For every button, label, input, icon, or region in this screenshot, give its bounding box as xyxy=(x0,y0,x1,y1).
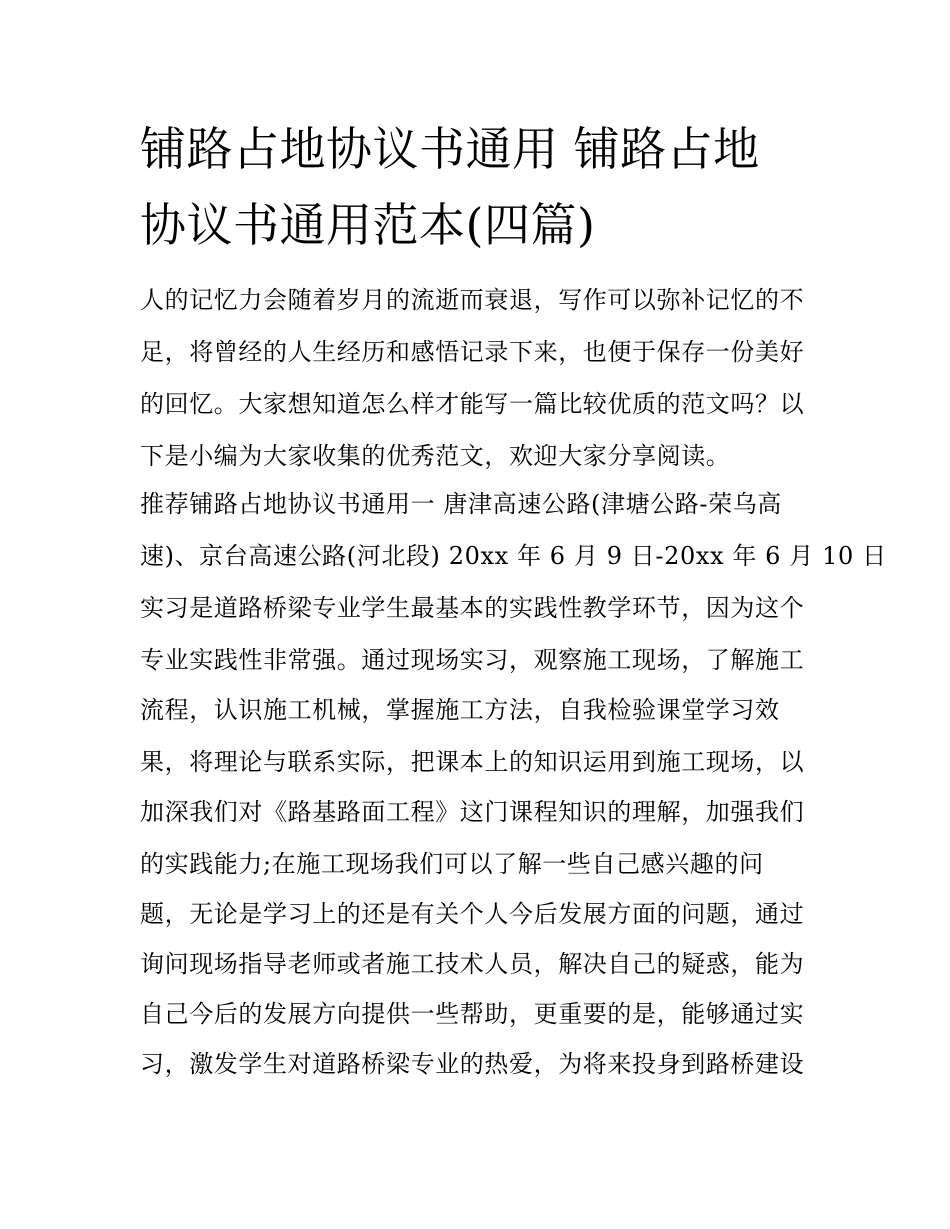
body-line-5: 推荐铺路占地协议书通用一 唐津高速公路(津塘公路-荣乌高 xyxy=(140,490,782,518)
body-line-2: 足，将曾经的人生经历和感悟记录下来，也便于保存一份美好 xyxy=(140,338,805,366)
body-line-9: 流程，认识施工机械，掌握施工方法，自我检验课堂学习效 xyxy=(140,696,780,724)
body-line-4: 下是小编为大家收集的优秀范文，欢迎大家分享阅读。 xyxy=(140,442,731,470)
body-line-12: 的实践能力;在施工现场我们可以了解一些自己感兴趣的问 xyxy=(140,850,764,878)
body-line-7: 实习是道路桥梁专业学生最基本的实践性教学环节，因为这个 xyxy=(140,594,805,622)
body-line-10: 果，将理论与联系实际，把课本上的知识运用到施工现场，以 xyxy=(140,748,805,776)
document-title-line-1: 铺路占地协议书通用 铺路占地 xyxy=(140,122,760,176)
body-line-6: 速)、京台高速公路(河北段) 20xx 年 6 月 9 日-20xx 年 6 月 10 日 xyxy=(140,542,887,570)
body-line-15: 自己今后的发展方向提供一些帮助，更重要的是，能够通过实 xyxy=(140,1000,805,1028)
body-line-13: 题，无论是学习上的还是有关个人今后发展方面的问题，通过 xyxy=(140,900,805,928)
body-line-3: 的回忆。大家想知道怎么样才能写一篇比较优质的范文吗？以 xyxy=(140,390,805,418)
body-line-8: 专业实践性非常强。通过现场实习，观察施工现场，了解施工 xyxy=(140,646,805,674)
body-line-14: 询问现场指导老师或者施工技术人员，解决自己的疑惑，能为 xyxy=(140,950,805,978)
body-line-11: 加深我们对《路基路面工程》这门课程知识的理解，加强我们 xyxy=(140,798,805,826)
body-line-1: 人的记忆力会随着岁月的流逝而衰退，写作可以弥补记忆的不 xyxy=(140,286,805,314)
body-line-16: 习，激发学生对道路桥梁专业的热爱，为将来投身到路桥建设 xyxy=(140,1050,805,1078)
document-title-line-2: 协议书通用范本(四篇) xyxy=(140,198,596,252)
